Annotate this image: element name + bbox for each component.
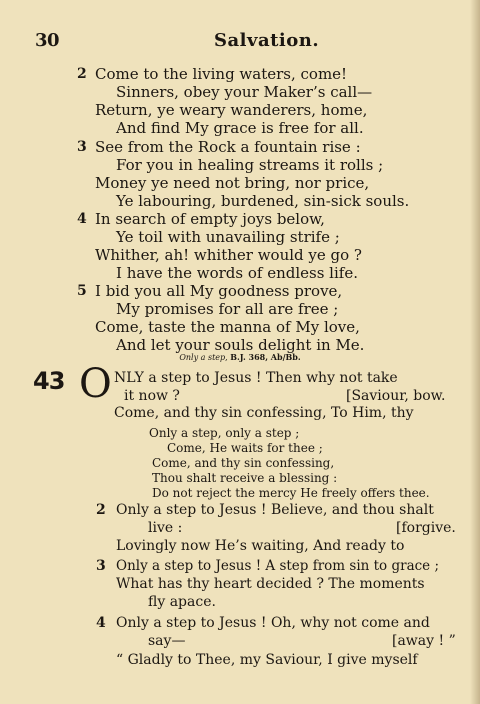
verse-line: Sinners, obey your Maker’s call— [116,83,373,101]
verse-line: For you in healing streams it rolls ; [116,156,384,174]
verse-line: Only a step to Jesus ! Oh, why not come and [116,615,430,631]
page-header [0,28,480,58]
verse-line: fly apace. [148,594,216,610]
verse-line: it now ? [124,388,180,404]
verse-number: 3 [96,558,106,574]
chorus-line: Come, He waits for thee ; [167,441,323,455]
verse-number: 2 [77,66,87,82]
tune-name: Only a step, [179,353,228,362]
verse-line: What has thy heart decided ? The moments [116,576,425,592]
page-number: 30 [35,30,60,51]
verse-line: Ye labouring, burdened, sin-sick souls. [116,192,410,210]
verse-line: Come, and thy sin confessing, To Him, thy [114,405,414,421]
chorus-line: Only a step, only a step ; [149,426,300,440]
drop-cap: O [79,361,112,407]
verse-line: I have the words of endless life. [116,264,358,282]
verse-line: “ Gladly to Thee, my Saviour, I give myself [116,652,418,668]
verse-number: 3 [77,139,87,155]
verse-line-continuation: [forgive. [396,520,456,536]
verse-line: Come, taste the manna of My love, [95,318,360,336]
chorus-line: Come, and thy sin confessing, [152,456,335,470]
verse-number: 5 [77,283,87,299]
verse-line: See from the Rock a fountain rise : [95,138,361,156]
verse-line: And find My grace is free for all. [116,119,364,137]
verse-line: Only a step to Jesus ! A step from sin to grace ; [116,558,440,574]
verse-line: My promises for all are free ; [116,300,339,318]
verse-line-continuation: [away ! ” [392,633,456,649]
verse-line: And let your souls delight in Me. [116,336,365,354]
verse-line: Lovingly now He’s waiting, And ready to [116,538,405,554]
verse-line: Whither, ah! whither would ye go ? [95,246,362,264]
verse-line: live : [148,520,183,536]
verse-line: Only a step to Jesus ! Believe, and thou shalt [116,502,434,518]
hymn-number: 43 [33,367,65,395]
verse-line-continuation: [Saviour, bow. [346,388,446,404]
chorus-line: Do not reject the mercy He freely offers thee. [152,486,430,500]
verse-line: In search of empty joys below, [95,210,325,228]
verse-number: 4 [77,211,87,227]
tune-line [0,352,480,362]
verse-line: Ye toil with unavailing strife ; [116,228,340,246]
verse-line: Money ye need not bring, nor price, [95,174,370,192]
verse-line: say— [148,633,186,649]
verse-line: Return, ye weary wanderers, home, [95,101,368,119]
verse-number: 2 [96,502,106,518]
tune-reference: B.J. 368, Ab/Bb. [230,352,301,362]
verse-line: Come to the living waters, come! [95,65,348,83]
verse-line: NLY a step to Jesus ! Then why not take [114,370,398,386]
verse-number: 4 [96,615,106,631]
verse-line: I bid you all My goodness prove, [95,282,343,300]
running-title: Salvation. [214,30,320,51]
chorus-line: Thou shalt receive a blessing : [152,471,338,485]
